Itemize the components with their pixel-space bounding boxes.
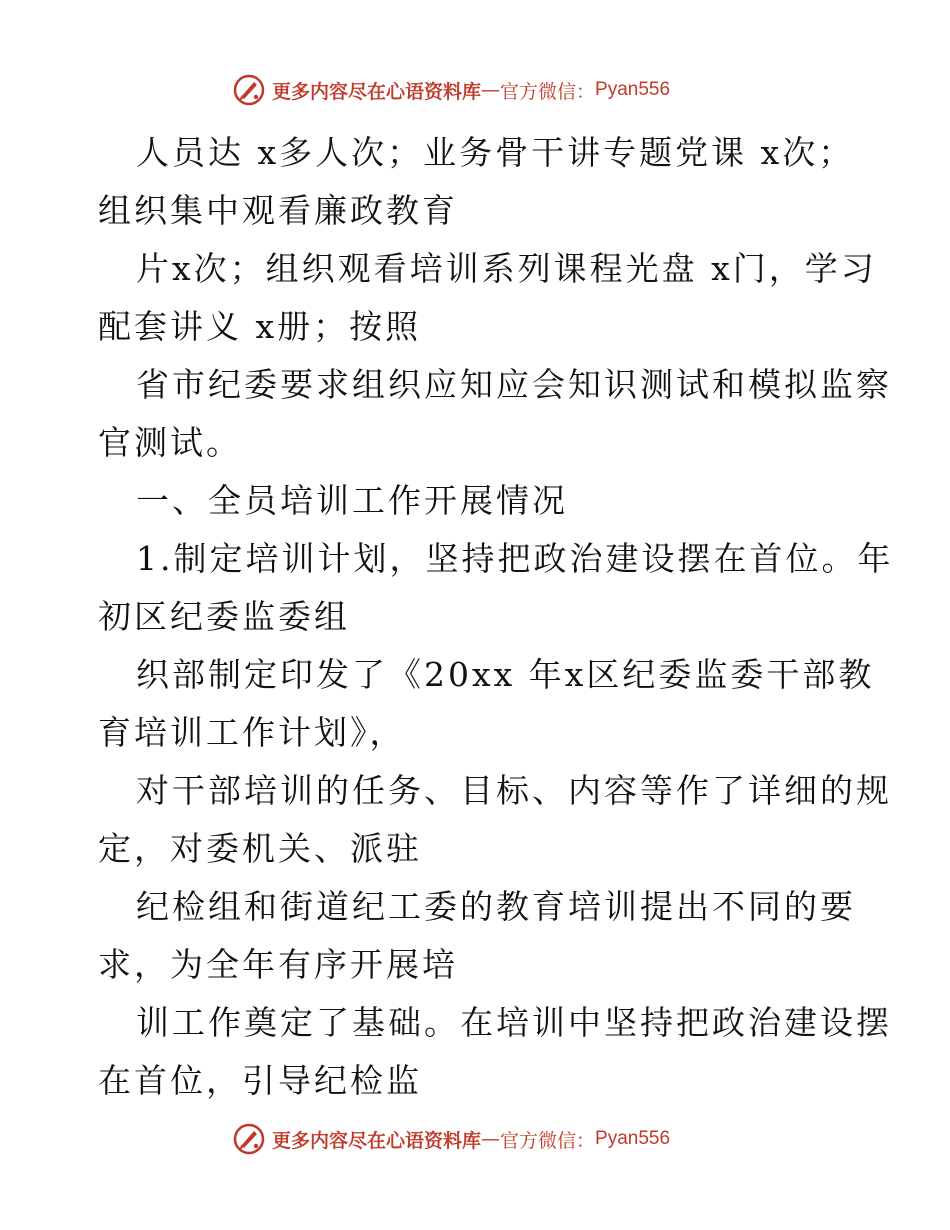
quill-logo-icon <box>232 73 266 107</box>
document-body <box>98 124 894 1110</box>
watermark-main-text: 更多内容尽在心语资料库 <box>272 80 482 103</box>
watermark-separator: — <box>481 79 501 101</box>
text-line: 育培训工作计划》， <box>98 713 406 752</box>
text-line: 1.制定培训计划，坚持把政治建设摆在首位。年 <box>136 539 894 578</box>
quill-logo-icon <box>232 1122 266 1156</box>
watermark-main-text: 更多内容尽在心语资料库 <box>272 1129 482 1152</box>
text-line: 训工作奠定了基础。在培训中坚持把政治建设摆 <box>136 1003 892 1042</box>
text-line: 组织集中观看廉政教育 <box>98 191 458 230</box>
text-line: 初区纪委监委组 <box>98 597 350 636</box>
text-line: 在首位，引导纪检监 <box>98 1061 422 1100</box>
header-watermark <box>232 72 732 108</box>
text-line: 求，为全年有序开展培 <box>98 945 458 984</box>
text-line: 配套讲义 x册；按照 <box>98 307 422 346</box>
text-line: 人员达 x多人次；业务骨干讲专题党课 x次； <box>136 133 855 172</box>
watermark-wechat-id: Pyan556 <box>595 1128 671 1149</box>
watermark-wechat-label: 官方微信： <box>500 80 596 103</box>
text-line: 省市纪委要求组织应知应会知识测试和模拟监察 <box>136 365 892 404</box>
watermark-wechat-id: Pyan556 <box>595 79 671 100</box>
section-heading: 一、全员培训工作开展情况 <box>136 481 568 520</box>
text-line: 对干部培训的任务、目标、内容等作了详细的规 <box>136 771 892 810</box>
text-line: 纪检组和街道纪工委的教育培训提出不同的要 <box>136 887 856 926</box>
text-line: 定，对委机关、派驻 <box>98 829 422 868</box>
text-line: 片x次；组织观看培训系列课程光盘 x门，学习 <box>136 249 877 288</box>
watermark-separator: — <box>481 1128 501 1150</box>
footer-watermark <box>232 1121 732 1157</box>
watermark-wechat-label: 官方微信： <box>500 1129 596 1152</box>
text-line: 织部制定印发了《20xx 年x区纪委监委干部教 <box>136 655 875 694</box>
text-line: 官测试。 <box>98 423 242 462</box>
